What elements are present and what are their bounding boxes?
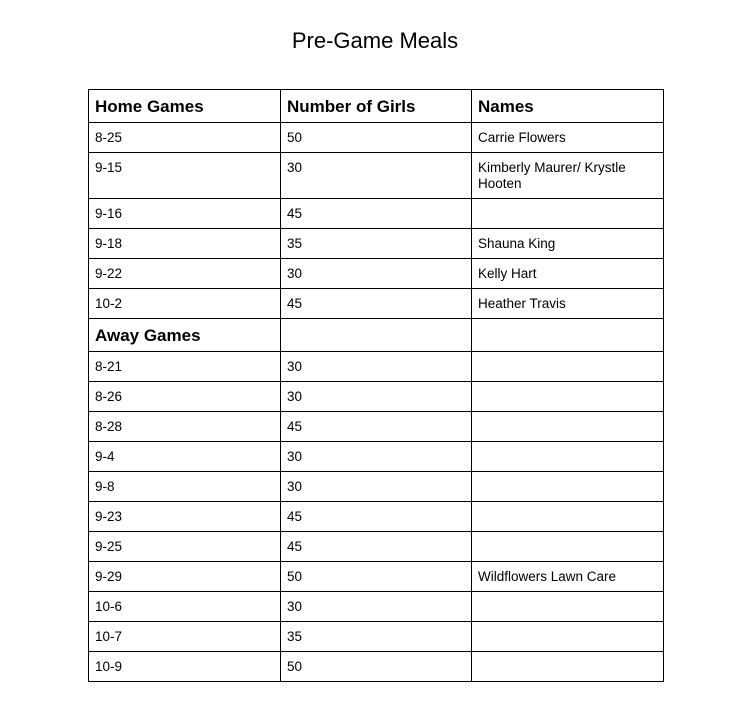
girls-cell: 30 (281, 352, 472, 382)
name-cell (472, 592, 664, 622)
name-cell: Heather Travis (472, 289, 664, 319)
date-cell: 9-23 (89, 502, 281, 532)
girls-cell: 45 (281, 532, 472, 562)
date-cell: 9-8 (89, 472, 281, 502)
table-row (89, 259, 664, 289)
date-cell: 8-25 (89, 123, 281, 153)
table-row (89, 652, 664, 682)
name-cell: Shauna King (472, 229, 664, 259)
header-home-games: Home Games (89, 90, 281, 123)
girls-cell: 45 (281, 412, 472, 442)
table-row (89, 592, 664, 622)
table-row (89, 472, 664, 502)
date-cell: 10-9 (89, 652, 281, 682)
girls-cell: 35 (281, 229, 472, 259)
name-cell (472, 532, 664, 562)
girls-cell: 30 (281, 472, 472, 502)
girls-cell: 50 (281, 123, 472, 153)
girls-cell: 45 (281, 199, 472, 229)
name-cell (472, 622, 664, 652)
name-cell: Kimberly Maurer/ Krystle Hooten (472, 153, 664, 199)
girls-cell: 45 (281, 502, 472, 532)
meals-table (88, 89, 664, 682)
date-cell: 9-4 (89, 442, 281, 472)
girls-cell: 35 (281, 622, 472, 652)
name-cell (472, 382, 664, 412)
girls-cell: 45 (281, 289, 472, 319)
table-row (89, 153, 664, 199)
empty-cell (281, 319, 472, 352)
girls-cell: 30 (281, 382, 472, 412)
header-row (89, 90, 664, 123)
date-cell: 9-16 (89, 199, 281, 229)
date-cell: 8-21 (89, 352, 281, 382)
date-cell: 9-15 (89, 153, 281, 199)
table-row (89, 382, 664, 412)
name-cell: Wildflowers Lawn Care (472, 562, 664, 592)
girls-cell: 30 (281, 153, 472, 199)
girls-cell: 30 (281, 592, 472, 622)
name-cell (472, 352, 664, 382)
away-games-heading: Away Games (89, 319, 281, 352)
table-row (89, 229, 664, 259)
name-cell (472, 652, 664, 682)
girls-cell: 30 (281, 259, 472, 289)
girls-cell: 50 (281, 562, 472, 592)
table-row (89, 622, 664, 652)
name-cell (472, 442, 664, 472)
name-cell (472, 412, 664, 442)
girls-cell: 30 (281, 442, 472, 472)
table-row (89, 532, 664, 562)
table-row (89, 442, 664, 472)
date-cell: 9-25 (89, 532, 281, 562)
table-row (89, 412, 664, 442)
table-row (89, 199, 664, 229)
page-title: Pre-Game Meals (291, 28, 459, 53)
girls-cell: 50 (281, 652, 472, 682)
table-row (89, 123, 664, 153)
date-cell: 10-6 (89, 592, 281, 622)
name-cell (472, 199, 664, 229)
date-cell: 10-2 (89, 289, 281, 319)
header-number-of-girls: Number of Girls (281, 90, 472, 123)
header-names: Names (472, 90, 664, 123)
name-cell: Carrie Flowers (472, 123, 664, 153)
section-header-row (89, 319, 664, 352)
name-cell (472, 502, 664, 532)
date-cell: 9-22 (89, 259, 281, 289)
table-row (89, 562, 664, 592)
table-row (89, 352, 664, 382)
date-cell: 8-26 (89, 382, 281, 412)
table-row (89, 289, 664, 319)
date-cell: 9-18 (89, 229, 281, 259)
empty-cell (472, 319, 664, 352)
date-cell: 9-29 (89, 562, 281, 592)
name-cell (472, 472, 664, 502)
name-cell: Kelly Hart (472, 259, 664, 289)
date-cell: 8-28 (89, 412, 281, 442)
date-cell: 10-7 (89, 622, 281, 652)
table-row (89, 502, 664, 532)
